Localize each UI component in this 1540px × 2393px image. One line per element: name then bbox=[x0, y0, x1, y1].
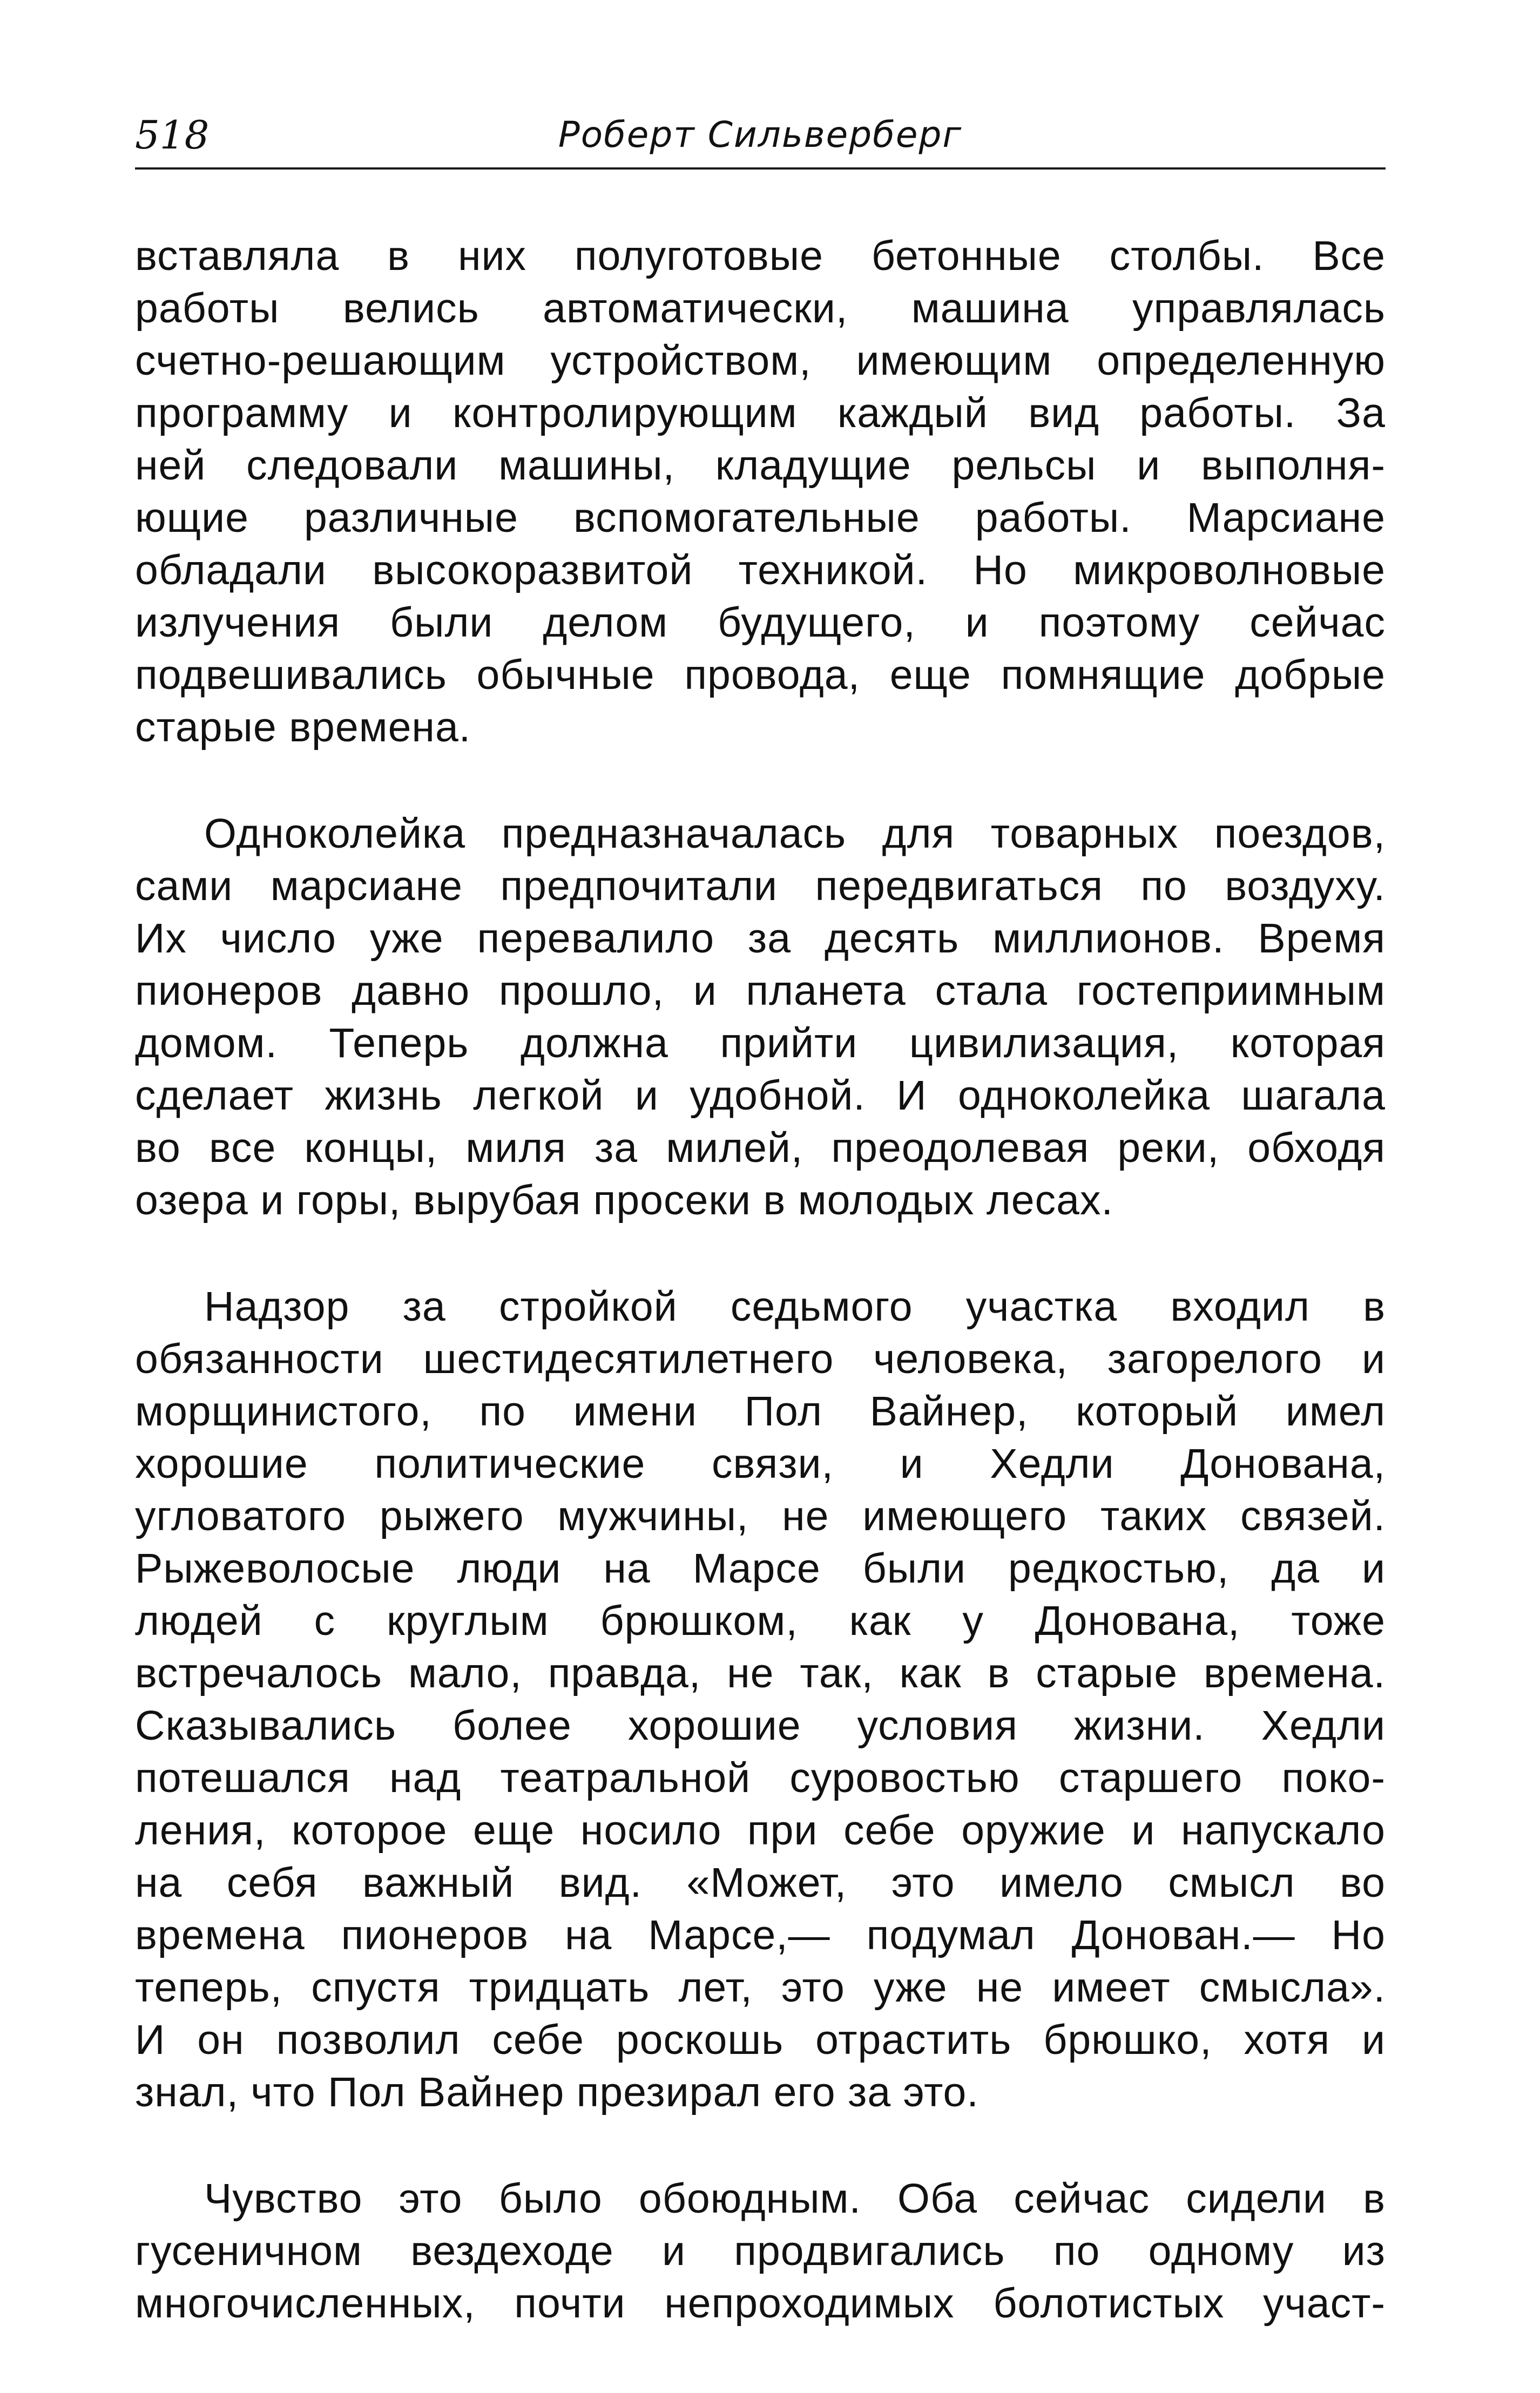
text-line: гусеничном вездеходе и продвигались по одному из bbox=[135, 2228, 1386, 2274]
book-page bbox=[135, 108, 1386, 2330]
text-line: подвешивались обычные провода, еще помнящие добрые bbox=[135, 652, 1386, 698]
text-line: вставляла в них полуготовые бетонные столбы. Все bbox=[135, 233, 1386, 279]
body-text bbox=[135, 230, 1386, 2330]
text-line: домом. Теперь должна прийти цивилизация, которая bbox=[135, 1020, 1386, 1066]
text-line: во все концы, миля за милей, преодолевая реки, обходя bbox=[135, 1125, 1386, 1171]
text-line: программу и контролирующим каждый вид работы. За bbox=[135, 390, 1386, 436]
text-line: Их число уже перевалило за десять миллионов. Время bbox=[135, 915, 1386, 962]
text-line: сами марсиане предпочитали передвигаться по воздуху. bbox=[135, 863, 1386, 909]
text-line: пионеров давно прошло, и планета стала гостеприимным bbox=[135, 968, 1386, 1014]
text-line: Одноколейка предназначалась для товарных поездов, bbox=[204, 810, 1386, 857]
text-line: сделает жизнь легкой и удобной. И одноколейка шагала bbox=[135, 1072, 1386, 1119]
page-number: 518 bbox=[135, 112, 210, 158]
text-line: старые времена. bbox=[135, 704, 471, 751]
text-line: ней следовали машины, кладущие рельсы и выполня- bbox=[135, 442, 1386, 489]
paragraph-2 bbox=[135, 808, 1386, 1227]
text-line: хорошие политические связи, и Хедли Донована, bbox=[135, 1441, 1386, 1487]
text-line: работы велись автоматически, машина управлялась bbox=[135, 285, 1386, 332]
text-line: счетно-решающим устройством, имеющим определенную bbox=[135, 337, 1386, 384]
text-line: знал, что Пол Вайнер презирал его за это. bbox=[135, 2069, 979, 2115]
text-line: озера и горы, вырубая просеки в молодых лесах. bbox=[135, 1177, 1113, 1223]
text-line: И он позволил себе роскошь отрастить брюшко, хотя и bbox=[135, 2017, 1386, 2063]
text-line: людей с круглым брюшком, как у Донована, тоже bbox=[135, 1598, 1386, 1644]
running-title: Роберт Сильверберг bbox=[558, 114, 963, 156]
text-line: обладали высокоразвитой техникой. Но микроволновые bbox=[135, 547, 1386, 593]
paragraph-1 bbox=[135, 230, 1386, 754]
text-line: многочисленных, почти непроходимых болотистых участ- bbox=[135, 2280, 1386, 2327]
paragraph-4 bbox=[135, 2173, 1386, 2330]
text-line: теперь, спустя тридцать лет, это уже не имеет смысла». bbox=[135, 1964, 1386, 2011]
text-line: на себя важный вид. «Может, это имело смысл во bbox=[135, 1860, 1386, 1906]
text-line: морщинистого, по имени Пол Вайнер, который имел bbox=[135, 1388, 1386, 1435]
running-head bbox=[135, 108, 1386, 170]
text-line: излучения были делом будущего, и поэтому сейчас bbox=[135, 599, 1386, 646]
paragraph-3 bbox=[135, 1281, 1386, 2119]
text-line: Чувство это было обоюдным. Оба сейчас сидели в bbox=[204, 2175, 1386, 2222]
text-line: встречалось мало, правда, не так, как в старые времена. bbox=[135, 1650, 1386, 1696]
text-line: Надзор за стройкой седьмого участка входил в bbox=[204, 1283, 1386, 1330]
text-line: ления, которое еще носило при себе оружие и напускало bbox=[135, 1807, 1386, 1854]
text-line: Рыжеволосые люди на Марсе были редкостью, да и bbox=[135, 1545, 1386, 1592]
text-line: Сказывались более хорошие условия жизни. Хедли bbox=[135, 1702, 1386, 1749]
text-line: ющие различные вспомогательные работы. Марсиане bbox=[135, 495, 1386, 541]
text-line: времена пионеров на Марсе,— подумал Донован.— Но bbox=[135, 1912, 1386, 1958]
text-line: угловатого рыжего мужчины, не имеющего таких связей. bbox=[135, 1493, 1386, 1539]
text-line: потешался над театральной суровостью старшего поко- bbox=[135, 1755, 1386, 1801]
text-line: обязанности шестидесятилетнего человека, загорелого и bbox=[135, 1336, 1386, 1382]
